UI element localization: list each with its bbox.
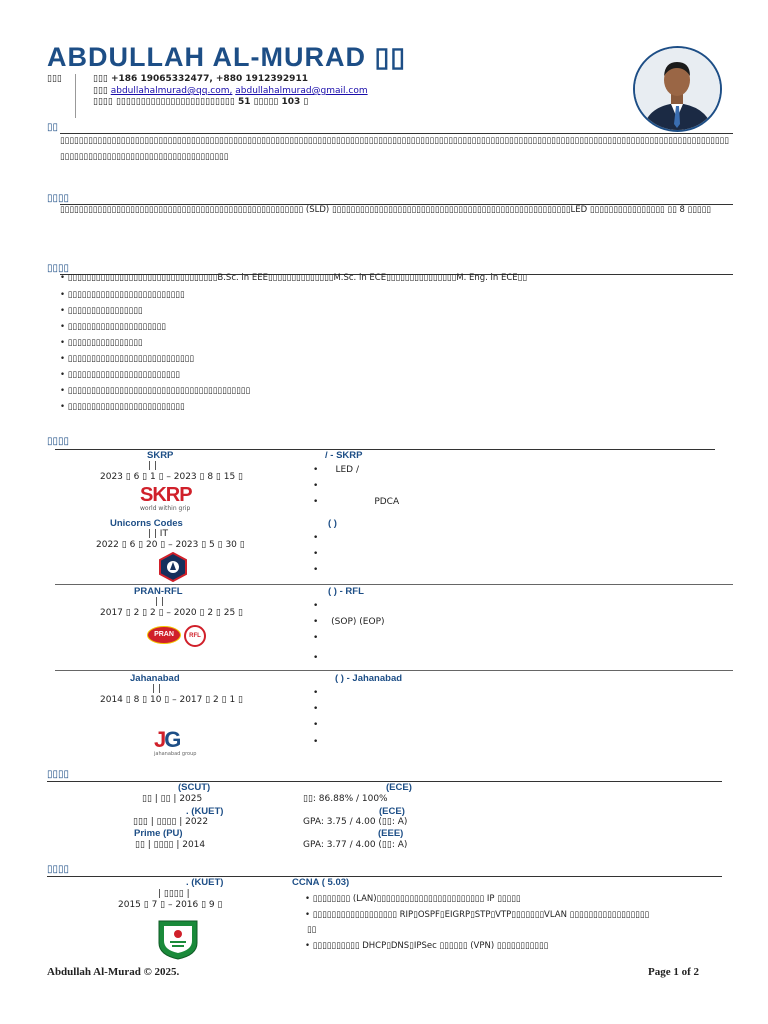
candidate-name: ABDULLAH AL-MURAD ▯▯: [47, 42, 407, 72]
address-line: ▯▯▯▯ ▯▯▯▯▯▯▯▯▯▯▯▯▯▯▯▯▯▯▯▯▯▯▯▯ 51 ▯▯▯▯▯ 103 ▯: [93, 97, 309, 107]
experience-separator: [55, 670, 733, 671]
job-bullet: •: [313, 704, 319, 714]
pran-logo: [147, 626, 181, 644]
experience-separator: [55, 584, 733, 585]
section-title-training: ▯▯▯▯: [47, 864, 70, 875]
company-name: SKRP: [147, 450, 174, 461]
rfl-logo: [184, 625, 206, 647]
skill-item: • ▯▯▯▯▯▯▯▯▯▯▯▯▯▯▯▯▯▯▯▯▯▯▯▯▯▯▯: [60, 354, 195, 364]
profile-photo: [633, 46, 722, 132]
education-score: GPA: 3.77 / 4.00 (▯▯: A): [303, 840, 408, 850]
training-meta: | ▯▯▯▯ |: [158, 889, 190, 899]
skill-item: • ▯▯▯▯▯▯▯▯▯▯▯▯▯▯▯▯▯▯▯▯▯▯▯▯▯: [60, 402, 185, 412]
rfl-logo-wordmark: RFL: [184, 625, 206, 647]
education-score: ▯▯: 86.88% / 100%: [303, 794, 388, 804]
skrp-logo-wordmark: SKRP: [140, 484, 192, 506]
contact-label: ▯▯▯: [47, 74, 62, 84]
summary-text: ▯▯▯▯▯▯▯▯▯▯▯▯▯▯▯▯▯▯▯▯▯▯▯▯▯▯▯▯▯▯▯▯▯▯▯▯▯▯▯▯▯▯▯▯▯▯▯▯▯▯▯▯▯▯▯▯▯▯▯▯▯▯▯▯▯▯▯▯▯▯▯▯▯▯▯▯▯▯▯▯▯▯▯▯▯▯▯▯▯▯▯▯▯▯▯▯▯▯▯▯▯▯▯▯▯▯▯▯▯▯▯▯▯▯▯▯▯▯▯▯▯▯▯▯▯▯▯▯▯▯▯▯▯▯▯▯▯▯▯▯▯▯▯▯▯▯▯▯▯▯▯▯▯▯▯▯▯▯▯▯▯▯▯▯▯▯▯▯▯▯▯▯▯▯▯▯▯▯▯: [60, 136, 729, 162]
school-name: . (KUET): [186, 806, 224, 817]
education-meta: ▯▯▯ | ▯▯▯▯ | 2022: [133, 817, 209, 827]
job-bullet-text: PDCA: [374, 497, 400, 507]
section-title-education: ▯▯▯▯: [47, 769, 70, 780]
jahanabad-logo-wordmark: JG: [154, 727, 180, 752]
education-meta: ▯▯ | ▯▯▯▯ | 2014: [135, 840, 206, 850]
company-meta: | | IT: [148, 529, 168, 539]
degree-name: (EEE): [378, 828, 404, 839]
footer-copyright: Abdullah Al-Murad © 2025.: [47, 966, 180, 978]
school-name: Prime (PU): [134, 828, 183, 839]
job-role: ( ) - RFL: [328, 586, 364, 597]
company-name: Unicorns Codes: [110, 518, 183, 529]
training-bullet: ▯▯: [307, 925, 317, 935]
degree-name: (ECE): [386, 782, 412, 793]
email-line: [93, 86, 368, 96]
skill-item: • ▯▯▯▯▯▯▯▯▯▯▯▯▯▯▯▯▯▯▯▯▯▯▯▯▯▯▯▯▯▯▯▯B.Sc. in EEE▯▯▯▯▯▯▯▯▯▯▯▯▯▯M.Sc. in ECE▯▯▯▯▯▯▯▯▯▯▯▯▯▯▯M. Eng. in ECE▯▯: [60, 273, 528, 283]
skill-item: • ▯▯▯▯▯▯▯▯▯▯▯▯▯▯▯▯▯▯▯▯▯▯▯▯▯: [60, 290, 185, 300]
person-portrait-icon: [635, 48, 720, 130]
job-bullet: •: [313, 533, 319, 543]
jahanabad-logo-tagline: jahanabad group: [154, 751, 197, 757]
job-bullet: •: [313, 720, 319, 730]
skrp-logo-tagline: world within grip: [140, 505, 191, 512]
job-role: ( ) - Jahanabad: [335, 673, 403, 684]
company-meta: | |: [152, 684, 161, 694]
jahanabad-logo: [154, 729, 200, 761]
company-name: Jahanabad: [130, 673, 180, 684]
employment-dates: 2022 ▯ 6 ▯ 20 ▯ – 2023 ▯ 5 ▯ 30 ▯: [96, 540, 245, 550]
training-course: CCNA ( 5.03): [292, 877, 350, 888]
skill-item: • ▯▯▯▯▯▯▯▯▯▯▯▯▯▯▯▯▯▯▯▯▯: [60, 322, 166, 332]
employment-dates: 2014 ▯ 8 ▯ 10 ▯ – 2017 ▯ 2 ▯ 1 ▯: [100, 695, 243, 705]
employment-dates: 2017 ▯ 2 ▯ 2 ▯ – 2020 ▯ 2 ▯ 25 ▯: [100, 608, 243, 618]
job-role: / - SKRP: [325, 450, 363, 461]
school-name: . (KUET): [186, 877, 224, 888]
job-bullet-text: (SOP) (EOP): [328, 617, 385, 627]
skrp-logo: [140, 485, 202, 515]
employment-dates: 2023 ▯ 6 ▯ 1 ▯ – 2023 ▯ 8 ▯ 15 ▯: [100, 472, 243, 482]
job-bullet: • (SOP) (EOP): [313, 617, 385, 627]
skill-item: • ▯▯▯▯▯▯▯▯▯▯▯▯▯▯▯▯▯▯▯▯▯▯▯▯: [60, 370, 180, 380]
job-bullet: •: [313, 565, 319, 575]
job-bullet: •: [313, 633, 319, 643]
job-bullet: •: [313, 737, 319, 747]
section-title-summary: ▯▯: [47, 122, 59, 133]
company-meta: | |: [148, 461, 157, 471]
contact-divider: [75, 74, 76, 118]
pran-logo-wordmark: PRAN: [147, 626, 181, 644]
training-bullet: • ▯▯▯▯▯▯▯▯▯▯▯▯▯▯▯▯▯▯ RIP▯OSPF▯EIGRP▯STP▯VTP▯▯▯▯▯▯▯VLAN ▯▯▯▯▯▯▯▯▯▯▯▯▯▯▯▯▯: [305, 910, 650, 920]
school-name: (SCUT): [178, 782, 211, 793]
job-bullet-text: LED /: [335, 465, 360, 475]
skill-item: • ▯▯▯▯▯▯▯▯▯▯▯▯▯▯▯▯: [60, 306, 143, 316]
education-meta: ▯▯ | ▯▯ | 2025: [142, 794, 203, 804]
degree-name: (ECE): [379, 806, 405, 817]
job-bullet: • LED /: [313, 465, 360, 475]
education-score: GPA: 3.75 / 4.00 (▯▯: A): [303, 817, 408, 827]
skill-item: • ▯▯▯▯▯▯▯▯▯▯▯▯▯▯▯▯▯▯▯▯▯▯▯▯▯▯▯▯▯▯▯▯▯▯▯▯▯▯▯: [60, 386, 251, 396]
training-dates: 2015 ▯ 7 ▯ – 2016 ▯ 9 ▯: [118, 900, 223, 910]
section-title-experience: ▯▯▯▯: [47, 436, 70, 447]
job-bullet: • PDCA: [313, 497, 400, 507]
email-prefix: ▯▯▯: [93, 86, 108, 96]
email-link-gmail[interactable]: abdullahalmurad@gmail.com: [235, 86, 368, 96]
skill-item: • ▯▯▯▯▯▯▯▯▯▯▯▯▯▯▯▯: [60, 338, 143, 348]
job-bullet: •: [313, 481, 319, 491]
footer-page-number: Page 1 of 2: [648, 966, 700, 978]
company-name: PRAN-RFL: [134, 586, 183, 597]
kuet-logo-icon: [155, 917, 201, 961]
unicorn-logo-icon: [159, 552, 187, 582]
training-bullet: • ▯▯▯▯▯▯▯▯▯▯ DHCP▯DNS▯IPSec ▯▯▯▯▯▯ (VPN) ▯▯▯▯▯▯▯▯▯▯▯: [305, 941, 549, 951]
company-meta: | |: [155, 597, 164, 607]
job-bullet: •: [313, 688, 319, 698]
email-link-qq[interactable]: abdullahalmurad@qq.com,: [110, 86, 233, 96]
job-bullet: •: [313, 653, 319, 663]
training-bullet: • ▯▯▯▯▯▯▯▯ (LAN)▯▯▯▯▯▯▯▯▯▯▯▯▯▯▯▯▯▯▯▯▯▯▯ IP ▯▯▯▯▯: [305, 894, 521, 904]
section-rule: [47, 781, 722, 782]
job-bullet: •: [313, 601, 319, 611]
section-title-skills: ▯▯▯▯: [47, 263, 70, 274]
section-title-research: ▯▯▯▯: [47, 193, 70, 204]
phone-line: ▯▯▯ +186 19065332477, +880 1912392911: [93, 74, 308, 84]
research-text: ▯▯▯▯▯▯▯▯▯▯▯▯▯▯▯▯▯▯▯▯▯▯▯▯▯▯▯▯▯▯▯▯▯▯▯▯▯▯▯▯▯▯▯▯▯▯▯▯▯▯▯▯ (SLD) ▯▯▯▯▯▯▯▯▯▯▯▯▯▯▯▯▯▯▯▯▯▯▯▯▯▯▯▯▯▯▯▯▯▯▯▯▯▯▯▯▯▯▯▯▯▯▯▯▯▯▯LED ▯▯▯▯▯▯▯▯▯▯▯▯▯▯▯▯ ▯▯ 8 ▯▯▯▯▯: [60, 205, 711, 215]
job-bullet: •: [313, 549, 319, 559]
section-rule: [47, 876, 722, 877]
job-role: ( ): [328, 518, 337, 529]
